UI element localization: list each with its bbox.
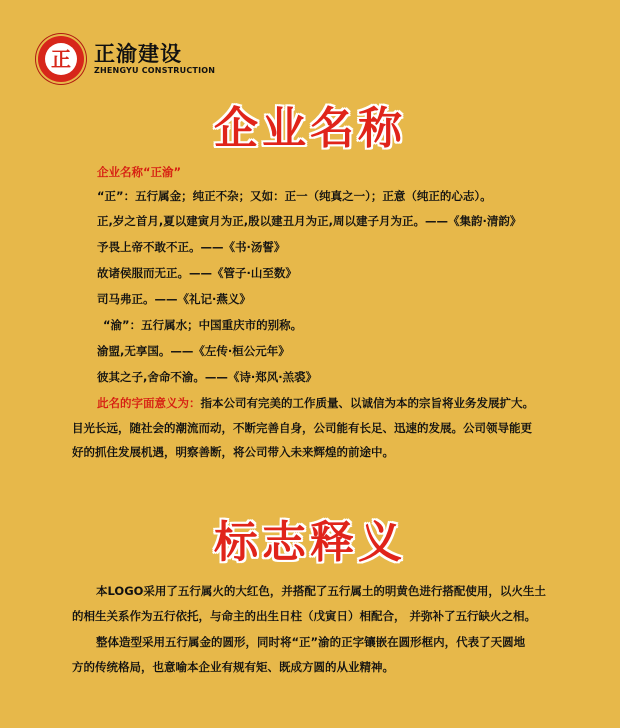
brand-name-en: ZHENGYU CONSTRUCTION [94, 66, 216, 75]
text-line: 予畏上帝不敢不正。——《书·汤誓》 [97, 240, 286, 254]
text-line: 目光长远，随社会的潮流而动，不断完善自身，公司能有长足、迅速的发展。公司领导能更 [72, 421, 532, 435]
text-line: 故诸侯服而无正。——《管子·山至数》 [97, 266, 297, 280]
text-line: 彼其之子,舍命不渝。——《诗·郑风·羔裘》 [97, 370, 318, 384]
company-logo [38, 36, 215, 82]
logo-seal-char: 正 [51, 47, 71, 71]
section-title-logo-meaning: 标志释义 [214, 517, 406, 568]
text-line: “正”：五行属金；纯正不杂；又如：正一（纯真之一）；正意（纯正的心志）。 [97, 189, 492, 203]
text-line: 司马弗正。——《礼记·燕义》 [97, 292, 251, 306]
section-title-company-name: 企业名称 [214, 103, 406, 154]
text-line: 好的抓住发展机遇，明察善断，将公司带入未来辉煌的前途中。 [72, 445, 394, 459]
text-line: 整体造型采用五行属金的圆形，同时将“正”渝的正字镶嵌在圆形框内，代表了天圆地 [96, 635, 526, 649]
meaning-text: 指本公司有完美的工作质量、以诚信为本的宗旨将业务发展扩大。 [200, 396, 534, 410]
text-line: 本LOGO采用了五行属火的大红色，并搭配了五行属土的明黄色进行搭配使用，以火生土 [96, 584, 546, 598]
company-name-subtitle: 企业名称“正渝” [97, 165, 182, 179]
text-line: 方的传统格局，也意喻本企业有规有矩、既成方圆的从业精神。 [72, 660, 394, 674]
text-line: 渝盟,无享国。——《左传·桓公元年》 [97, 344, 290, 358]
text-line: 正,岁之首月,夏以建寅月为正,殷以建丑月为正,周以建子月为正。——《集韵·清韵》 [97, 214, 522, 228]
brand-name-cn: 正渝建设 [94, 42, 182, 66]
logo-seal-icon [38, 36, 84, 82]
text-line: 的相生关系作为五行依托，与命主的出生日柱（戊寅日）相配合， 并弥补了五行缺火之相。 [72, 609, 536, 623]
meaning-line [97, 395, 534, 411]
text-line: “渝”：五行属水；中国重庆市的别称。 [103, 318, 303, 332]
meaning-label: 此名的字面意义为： [97, 396, 201, 410]
